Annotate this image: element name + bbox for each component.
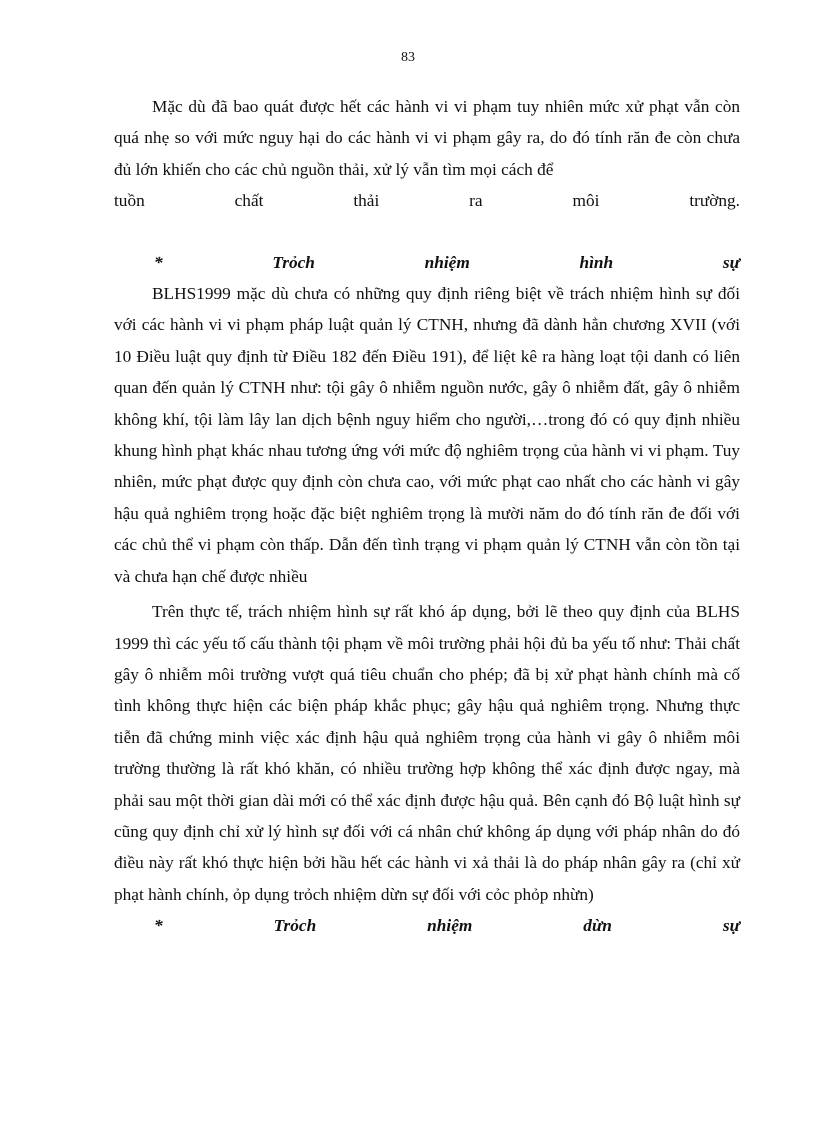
heading-civil-liability bbox=[114, 910, 740, 941]
paragraph-practical-difficulty: Trên thực tế, trách nhiệm hình sự rất khó áp dụng, bởi lẽ theo quy định của BLHS 1999 thì các yếu tố cấu thành tội phạm về môi trường phải hội đủ ba yếu tố như: Thải chất gây ô nhiễm môi trường vượt quá tiêu chuẩn cho phép; đã bị xử phạt hành chính mà cố tình không thực hiện các biện pháp khắc phục; gây hậu quả nghiêm trọng. Nhưng thực tiễn đã chứng minh việc xác định hậu quả nghiêm trọng của hành vi gây ô nhiễm môi trường thường là rất khó khăn, có nhiều trường hợp không thể xác định được ngay, mà phải sau một thời gian dài mới có thể xác định được hậu quả. Bên cạnh đó Bộ luật hình sự cũng quy định chỉ xử lý hình sự đối với cá nhân chứ không áp dụng với pháp nhân do đó điều này rất khó thực hiện bởi hầu hết các hành vi xả thải là do pháp nhân gây ra (chỉ xử phạt hành chính, ỏp dụng trỏch nhiệm dừn sự đối với cỏc phỏp nhừn) bbox=[114, 602, 740, 904]
heading-word: Trỏch bbox=[272, 252, 315, 272]
heading-bullet: * bbox=[154, 252, 163, 272]
closing-word: trường. bbox=[689, 191, 740, 211]
heading-word: sự bbox=[722, 252, 740, 272]
closing-word: ra bbox=[469, 191, 483, 211]
document-body bbox=[114, 91, 740, 942]
paragraph-penalty-intro: Mặc dù đã bao quát được hết các hành vi vi phạm tuy nhiên mức xử phạt vẫn còn quá nhẹ so với mức nguy hại do các hành vi vi phạm gây ra, do đó tính răn đe còn chưa đủ lớn khiến cho các chủ nguồn thải, xử lý vẫn tìm mọi cách để bbox=[114, 97, 740, 179]
heading-criminal-liability bbox=[114, 247, 740, 278]
heading-word: sự bbox=[722, 916, 740, 936]
closing-word: thải bbox=[353, 191, 380, 211]
heading-bullet: * bbox=[154, 916, 163, 936]
heading-word: Trỏch bbox=[273, 916, 317, 936]
paragraph-blhs-1999: BLHS1999 mặc dù chưa có những quy định riêng biệt về trách nhiệm hình sự đối với các hành vi vi phạm pháp luật quản lý CTNH, nhưng đã dành hẳn chương XVII (với 10 Điều luật quy định từ Điều 182 đến Điều 191), để liệt kê ra hàng loạt tội danh có liên quan đến quản lý CTNH như: tội gây ô nhiễm nguồn nước, gây ô nhiễm đất, gây ô nhiễm không khí, tội làm lây lan dịch bệnh nguy hiểm cho người,…trong đó có quy định nhiều khung hình phạt khác nhau tương ứng với mức độ nghiêm trọng của hành vi vi phạm. Tuy nhiên, mức phạt được quy định còn chưa cao, với mức phạt cao nhất cho các hành vi gây hậu quả nghiêm trọng hoặc đặc biệt nghiêm trọng là mười năm do đó tính răn đe đối với các chủ thể vi phạm còn thấp. Dẫn đến tình trạng vi phạm quản lý CTNH vẫn còn tồn tại và chưa hạn chế được nhiều bbox=[114, 284, 740, 586]
closing-word: môi bbox=[572, 191, 600, 211]
heading-word: dừn bbox=[583, 916, 612, 936]
closing-word: tuồn bbox=[114, 191, 145, 211]
paragraph-penalty-closing-line bbox=[114, 185, 740, 216]
heading-word: nhiệm bbox=[427, 916, 473, 936]
heading-word: nhiệm bbox=[424, 252, 470, 272]
closing-word: chất bbox=[234, 191, 264, 211]
page-number: 83 bbox=[401, 50, 415, 65]
heading-word: hình bbox=[579, 252, 614, 272]
